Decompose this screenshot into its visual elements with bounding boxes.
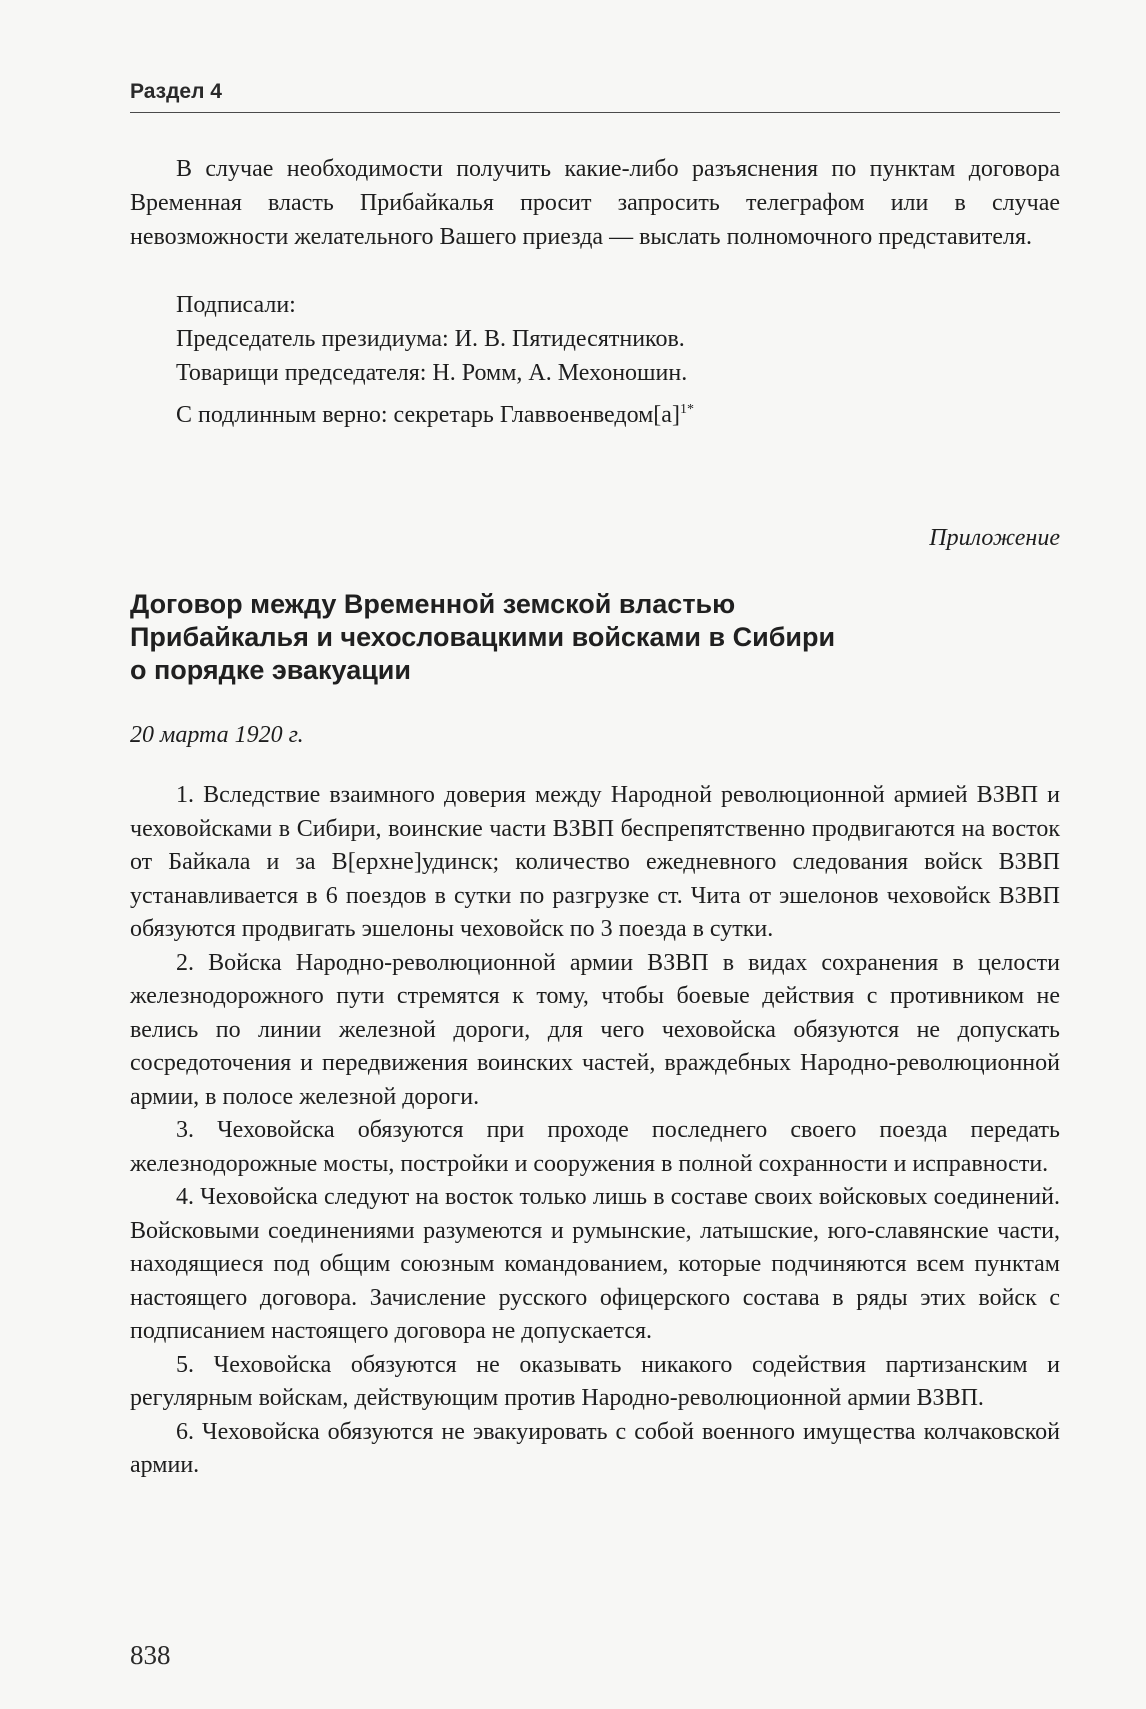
page-number: 838	[130, 1640, 171, 1670]
chairman-signature: Председатель президиума: И. В. Пятидесятников.	[176, 326, 685, 352]
treaty-article-1: 1. Вследствие взаимного доверия между Народной революционной армией ВЗВП и чеховойсками в Сибири, воинские части ВЗВП беспрепятственно продвигаются на восток от Байкала и за В[ерхне]удинск; количество ежедневного следования войск ВЗВП устанавливается в 6 поездов в сутки по разгрузке ст. Чита от эшелонов чеховойск ВЗВП обязуются продвигать эшелоны чеховойск по 3 поезда в сутки.	[130, 782, 1060, 942]
certified-line	[176, 398, 694, 432]
treaty-article-5: 5. Чеховойска обязуются не оказывать никакого содействия партизанским и регулярным войскам, действующим против Народно-революционной армии ВЗВП.	[130, 1351, 1060, 1411]
document-date: 20 марта 1920 г.	[130, 722, 304, 748]
treaty-article-4: 4. Чеховойска следуют на восток только лишь в составе своих войсковых соединений. Войсковыми соединениями разумеются и румынские, латышские, юго-славянские части, находящиеся под общим союзным командованием, которые подчиняются всем пунктам настоящего договора. Зачисление русского офицерского состава в ряды этих войск с подписанием настоящего договора не допускается.	[130, 1184, 1060, 1344]
document-title-line: Договор между Временной земской властью	[130, 589, 736, 619]
signed-label: Подписали:	[176, 292, 296, 318]
document-title	[130, 588, 1060, 687]
appendix-label: Приложение	[929, 525, 1060, 551]
treaty-article-6: 6. Чеховойска обязуются не эвакуировать с собой военного имущества колчаковской армии.	[130, 1418, 1060, 1478]
book-page	[130, 0, 1060, 1709]
treaty-article-2: 2. Войска Народно-революционной армии ВЗВП в видах сохранения в целости железнодорожного пути стремятся к тому, чтобы боевые действия с противником не велись по линии железной дороги, для чего чеховойска обязуются не допускать сосредоточения и передвижения воинских частей, враждебных Народно-революционной армии, в полосе железной дороги.	[130, 949, 1060, 1110]
running-head: Раздел 4	[130, 80, 222, 103]
letter-intro-paragraph: В случае необходимости получить какие-либо разъяснения по пунктам договора Временная власть Прибайкалья просит запросить телеграфом или в случае невозможности желательного Вашего приезда — выслать полномочного представителя.	[130, 156, 1060, 250]
document-title-line: Прибайкалья и чехословацкими войсками в Сибири	[130, 622, 836, 652]
header-rule	[130, 112, 1060, 113]
treaty-articles	[130, 779, 1060, 1483]
certified-text: С подлинным верно: секретарь Главвоенведом[а]	[176, 402, 680, 428]
treaty-article-3: 3. Чеховойска обязуются при проходе последнего своего поезда передать железнодорожные мосты, постройки и сооружения в полной сохранности и исправности.	[130, 1117, 1060, 1177]
deputies-signature: Товарищи председателя: Н. Ромм, А. Мехоношин.	[176, 360, 688, 386]
document-title-line: о порядке эвакуации	[130, 655, 412, 685]
footnote-mark: 1*	[679, 402, 694, 417]
